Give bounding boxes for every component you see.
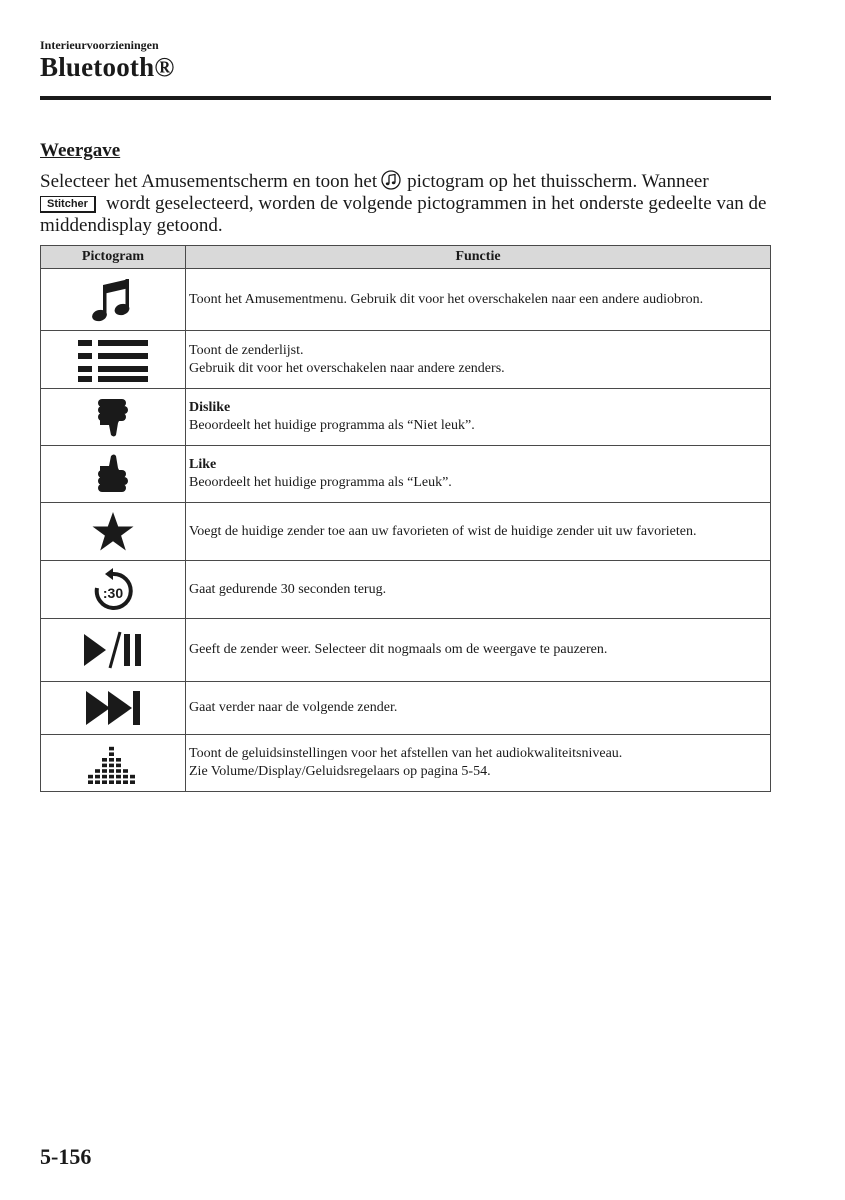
list-icon (78, 338, 148, 382)
icon-cell (41, 503, 186, 561)
function-text: Gaat gedurende 30 seconden terug. (189, 581, 387, 597)
function-text: Geeft de zender weer. Selecteer dit nogmaals om de weergave te pauzeren. (189, 642, 608, 657)
table-row (41, 503, 771, 561)
replay-30-label: :30 (102, 584, 124, 601)
function-cell (186, 561, 771, 619)
intro-text-2: pictogram op het thuisscherm. Wanneer (407, 171, 709, 192)
music-note-icon (381, 170, 401, 190)
skip-next-icon (84, 689, 142, 727)
thumbs-down-icon (96, 397, 130, 437)
function-title: Like (189, 457, 217, 472)
pictogram-table (40, 245, 771, 792)
table-row (41, 446, 771, 503)
page-title: Bluetooth® (40, 52, 175, 82)
replay-30-icon (92, 568, 134, 612)
subheading-weergave: Weergave (40, 140, 121, 161)
icon-cell (41, 561, 186, 619)
function-cell (186, 619, 771, 682)
function-text: Toont de zenderlijst. (189, 342, 304, 358)
icon-cell (41, 682, 186, 735)
table-row (41, 682, 771, 735)
column-header-functie: Functie (186, 246, 771, 269)
function-cell (186, 389, 771, 446)
function-text: Beoordeelt het huidige programma als “Leuk”. (189, 475, 452, 490)
function-cell (186, 331, 771, 389)
function-cell (186, 735, 771, 792)
function-text: Zie Volume/Display/Geluidsregelaars op pagina 5-54. (189, 764, 491, 779)
table-row (41, 331, 771, 389)
thumbs-up-icon (96, 454, 130, 494)
function-text: Gebruik dit voor het overschakelen naar andere zenders. (189, 360, 505, 376)
page-number: 5-156 (40, 1144, 92, 1169)
icon-cell (41, 735, 186, 792)
function-text: Beoordeelt het huidige programma als “Niet leuk”. (189, 418, 475, 433)
icon-cell (41, 331, 186, 389)
function-text: Toont de geluidsinstellingen voor het afstellen van het audiokwaliteitsniveau. (189, 746, 623, 761)
function-cell (186, 269, 771, 331)
icon-cell (41, 619, 186, 682)
intro-text-1: Selecteer het Amusementscherm en toon het (40, 171, 378, 192)
function-text: Voegt de huidige zender toe aan uw favorieten of wist de huidige zender uit uw favorieten. (189, 523, 697, 539)
table-row (41, 269, 771, 331)
section-label: Interieurvoorzieningen (40, 38, 159, 52)
function-cell (186, 446, 771, 503)
table-row (41, 389, 771, 446)
intro-text-3: wordt geselecteerd, worden de volgende pictogrammen in het onderste gedeelte van de middendisplay getoond. (40, 193, 767, 236)
table-row (41, 561, 771, 619)
function-cell (186, 682, 771, 735)
star-icon (91, 511, 135, 553)
icon-cell (41, 446, 186, 503)
function-cell (186, 503, 771, 561)
title-divider (40, 96, 771, 100)
icon-cell (41, 389, 186, 446)
icon-cell (41, 269, 186, 331)
music-note-icon (91, 277, 135, 323)
stitcher-badge: Stitcher (40, 196, 96, 213)
column-header-pictogram: Pictogram (41, 246, 186, 269)
play-pause-icon (82, 630, 144, 670)
function-text: Gaat verder naar de volgende zender. (189, 700, 398, 715)
function-title: Dislike (189, 400, 231, 415)
table-header-row (41, 246, 771, 269)
table-row (41, 619, 771, 682)
table-row (41, 735, 771, 792)
sound-settings-icon (88, 742, 138, 784)
intro-paragraph (40, 170, 775, 237)
function-text: Toont het Amusementmenu. Gebruik dit voor het overschakelen naar een andere audiobron. (189, 291, 704, 307)
